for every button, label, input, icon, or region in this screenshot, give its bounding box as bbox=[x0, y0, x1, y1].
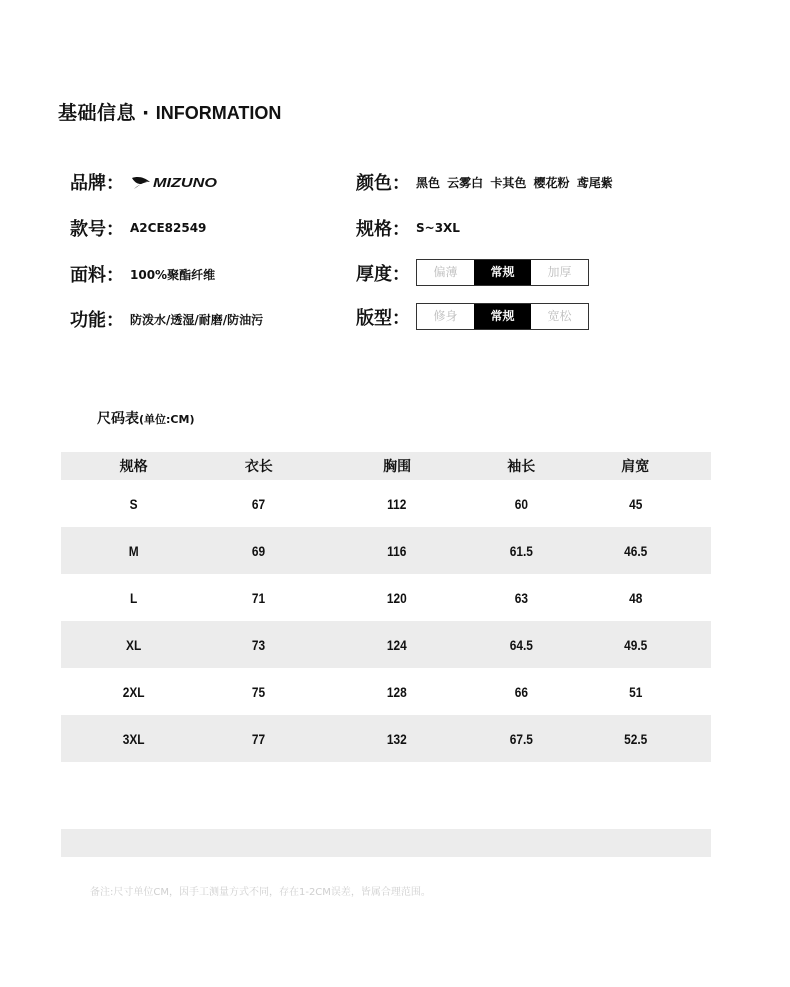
table-cell: 75 bbox=[252, 683, 266, 700]
runbird-icon bbox=[130, 173, 220, 191]
fabric-row bbox=[70, 261, 215, 287]
table-cell: 64.5 bbox=[509, 636, 533, 653]
table-cell: 3XL bbox=[122, 730, 145, 747]
header-cell: 袖长 bbox=[507, 459, 536, 475]
thickness-row bbox=[356, 259, 589, 286]
model-value: A2CE82549 bbox=[130, 221, 207, 235]
fabric-label: 面料： bbox=[70, 265, 124, 286]
table-cell: 132 bbox=[387, 730, 408, 747]
table-cell: 61.5 bbox=[509, 542, 533, 559]
table-cell: 51 bbox=[628, 683, 642, 700]
mizuno-logo bbox=[130, 173, 220, 191]
color-value: 黑色 云雾白 卡其色 樱花粉 鸢尾紫 bbox=[416, 175, 613, 190]
table-cell: 120 bbox=[387, 589, 408, 606]
title-separator: · bbox=[142, 102, 150, 124]
fit-selector bbox=[416, 303, 589, 330]
table-cell: S bbox=[129, 495, 138, 512]
section-title-en: INFORMATION bbox=[155, 103, 282, 123]
table-row bbox=[61, 715, 711, 762]
table-cell: 52.5 bbox=[623, 730, 647, 747]
table-cell: 128 bbox=[387, 683, 408, 700]
thickness-selector bbox=[416, 259, 589, 286]
size-table bbox=[61, 452, 711, 762]
table-cell: L bbox=[130, 589, 138, 606]
table-cell: 2XL bbox=[122, 683, 145, 700]
header-cell: 肩宽 bbox=[621, 459, 650, 475]
table-cell: 71 bbox=[252, 589, 266, 606]
thickness-label: 厚度： bbox=[356, 263, 410, 285]
thickness-option: 常规 bbox=[474, 260, 531, 285]
table-row bbox=[61, 480, 711, 527]
brand-logo-text: MIZUNO bbox=[153, 176, 218, 190]
section-title-cn: 基础信息 bbox=[58, 102, 137, 124]
thickness-option: 偏薄 bbox=[433, 265, 458, 279]
table-cell: 45 bbox=[628, 495, 642, 512]
size-table-header bbox=[61, 452, 711, 480]
table-cell: 73 bbox=[252, 636, 266, 653]
table-cell: 69 bbox=[252, 542, 266, 559]
table-cell: XL bbox=[126, 636, 142, 653]
size-chart-title-text: 尺码表 bbox=[97, 411, 139, 427]
spec-row bbox=[356, 215, 460, 241]
header-cell: 规格 bbox=[119, 459, 148, 475]
model-label: 款号： bbox=[70, 219, 124, 240]
table-cell: 49.5 bbox=[623, 636, 647, 653]
spec-value: S~3XL bbox=[416, 221, 460, 235]
table-row bbox=[61, 527, 711, 574]
table-cell: 112 bbox=[387, 495, 407, 512]
table-cell: 77 bbox=[252, 730, 266, 747]
footer-band bbox=[61, 829, 711, 857]
table-cell: 67 bbox=[252, 495, 266, 512]
thickness-option: 加厚 bbox=[547, 265, 572, 279]
header-cell: 衣长 bbox=[244, 459, 273, 475]
fit-option: 修身 bbox=[433, 309, 458, 323]
table-cell: 48 bbox=[628, 589, 642, 606]
brand-label: 品牌： bbox=[70, 173, 124, 194]
header-cell: 胸围 bbox=[383, 459, 412, 475]
function-label: 功能： bbox=[70, 310, 124, 331]
fabric-value: 100%聚酯纤维 bbox=[130, 267, 216, 282]
brand-row bbox=[70, 169, 220, 195]
function-value: 防泼水/透湿/耐磨/防油污 bbox=[130, 312, 264, 327]
function-row bbox=[70, 306, 263, 332]
table-cell: 66 bbox=[514, 683, 528, 700]
spec-label: 规格： bbox=[356, 219, 410, 240]
table-row bbox=[61, 621, 711, 668]
section-title bbox=[58, 98, 281, 125]
color-label: 颜色： bbox=[356, 173, 410, 194]
size-note: 备注:尺寸单位CM，因手工测量方式不同，存在1-2CM误差，皆属合理范围。 bbox=[90, 887, 431, 898]
table-row bbox=[61, 668, 711, 715]
fit-label: 版型： bbox=[356, 307, 410, 329]
table-row bbox=[61, 574, 711, 621]
fit-option: 常规 bbox=[474, 304, 531, 329]
fit-option: 宽松 bbox=[547, 309, 572, 323]
table-cell: M bbox=[128, 542, 139, 559]
table-cell: 63 bbox=[514, 589, 528, 606]
table-cell: 67.5 bbox=[509, 730, 533, 747]
size-chart-unit: (单位:CM) bbox=[139, 413, 195, 426]
table-cell: 60 bbox=[514, 495, 528, 512]
color-row bbox=[356, 169, 613, 195]
fit-row bbox=[356, 303, 589, 330]
size-chart-title bbox=[97, 408, 194, 428]
table-cell: 124 bbox=[387, 636, 408, 653]
model-row bbox=[70, 215, 206, 241]
table-cell: 46.5 bbox=[623, 542, 647, 559]
table-cell: 116 bbox=[387, 542, 407, 559]
